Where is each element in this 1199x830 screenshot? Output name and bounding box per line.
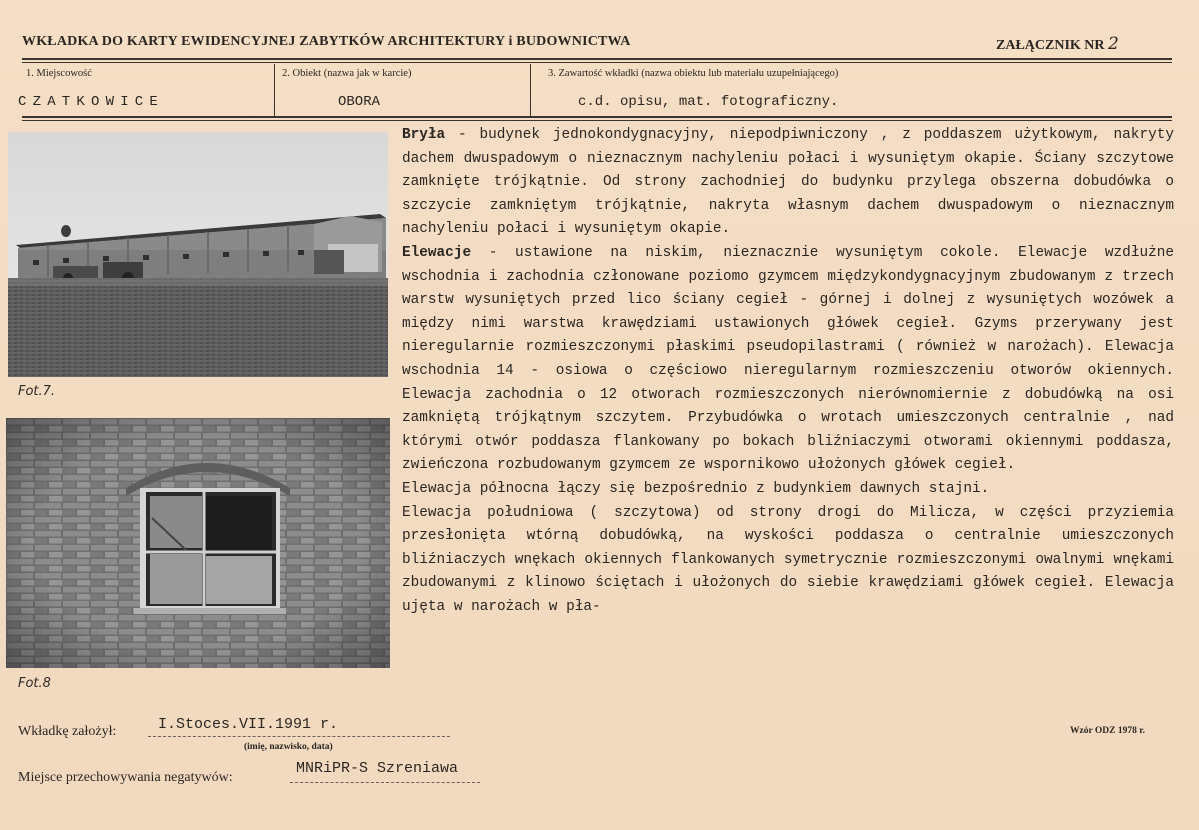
south-elevation-text: Elewacja południowa ( szczytowa) od strony drogi do Milicza, w części przyziemia przesłonięta wtórną dobudówką, na wyskości poddasza o centralnie umieszczonych bliźniaczych wnękach okiennych flankowanych symetrycznie rozmieszczonymi owalnymi wnękami zbudowanymi z klinowo ściętach i ułożonych do siebie krawędziami główek cegieł. Elewacja ujęta w narożach w pła- xyxy=(402,504,1174,615)
photo2-caption: Fot.8 xyxy=(18,676,51,691)
north-elevation-text: Elewacja północna łączy się bezpośrednio z budynkiem dawnych stajni. xyxy=(402,480,990,497)
attachment-number xyxy=(996,34,1119,54)
founded-value: I.Stoces.VII.1991 r. xyxy=(158,716,339,733)
content-value: c.d. opisu, mat. fotograficzny. xyxy=(578,94,839,110)
photo-cowshed-exterior-image xyxy=(8,132,388,377)
attachment-label: ZAŁĄCZNIK NR xyxy=(996,38,1105,53)
header-rule-top-2 xyxy=(22,62,1172,63)
header-rule-bottom xyxy=(22,116,1172,118)
object-value: OBORA xyxy=(338,94,381,110)
attachment-number-value: 2 xyxy=(1108,34,1119,54)
field-divider-1 xyxy=(274,64,275,116)
field-divider-2 xyxy=(530,64,531,116)
heading-elevations: Elewacje xyxy=(402,244,472,261)
header-rule-top xyxy=(22,58,1172,60)
locality-value: CZATKOWICE xyxy=(18,94,165,110)
photo-cowshed-exterior xyxy=(8,132,388,377)
heading-body-form: Bryła xyxy=(402,127,446,143)
section-elevations xyxy=(402,242,1174,478)
header-rule-bottom-2 xyxy=(22,120,1172,121)
body-form-text: - budynek jednokondygnacyjny, niepodpiwniczony , z poddaszem użytkowym, nakryty dachem dwuspadowym o nieznacznym nachyleniu połaci i wysuniętym okapie. Ściany szczytowe zamknięte trójkątnie. Od strony zachodniej do budynku przylega obszerna dobudówka o szczycie zamkniętym trójkątnie, nakryta własnym dachem dwuspadowym o nieznacznym nachyleniu połaci i wysuniętym okapie. xyxy=(402,127,1174,238)
locality-label: 1. Miejscowość xyxy=(26,68,92,79)
founded-hint: (imię, nazwisko, data) xyxy=(244,742,333,752)
photo-brick-window-image xyxy=(6,418,390,668)
form-model: Wzór ODZ 1978 r. xyxy=(1070,726,1145,736)
content-label: 3. Zawartość wkładki (nazwa obiektu lub materiału uzupełniającego) xyxy=(548,68,839,79)
section-body-form xyxy=(402,124,1174,242)
storage-label: Miejsce przechowywania negatywów: xyxy=(18,770,233,785)
object-label: 2. Obiekt (nazwa jak w karcie) xyxy=(282,68,412,79)
founded-line xyxy=(148,736,450,737)
storage-line xyxy=(290,782,480,783)
founded-label: Wkładkę założył: xyxy=(18,724,117,739)
photo-brick-window xyxy=(6,418,390,668)
elevations-text: - ustawione na niskim, nieznacznie wysuniętym cokole. Elewacje wzdłużne wschodnia i zachodnia członowane poziomo gzymcem międzykondygnacyjnym zbudowanym z trzech warstw wysuniętych przed lico ściany cegieł - górnej i dolnej z wysuniętych wozówek a między nimi warstwa krawędziami ustawionych główek cegieł. Gzyms przerywany jest nieregularnie rozmieszczonymi płaskimi pseudopilastrami ( również w narożach). Elewacja wschodnia 14 - osiowa o częściowo nieregularnym rozmieszczeniu otworów okiennych. Elewacja zachodnia o 12 otworach rozmieszczonych nierównomiernie z dobudówką na osi zamkniętą trójkątnym szczytem. Przybudówka o wrotach umieszczonych centralnie , nad którymi otwór poddasza flankowany po bokach bliźniaczymi otworami okiennymi poddasza, zwieńczona rozbudowanym gzymcem ze wspornikowo ułożonych główek cegieł. xyxy=(402,244,1174,474)
card-title: WKŁADKA DO KARTY EWIDENCYJNEJ ZABYTKÓW ARCHITEKTURY i BUDOWNICTWA xyxy=(22,34,631,49)
description-text xyxy=(402,124,1174,619)
storage-value: MNRiPR-S Szreniawa xyxy=(296,760,459,777)
photo1-caption: Fot.7. xyxy=(18,384,56,399)
